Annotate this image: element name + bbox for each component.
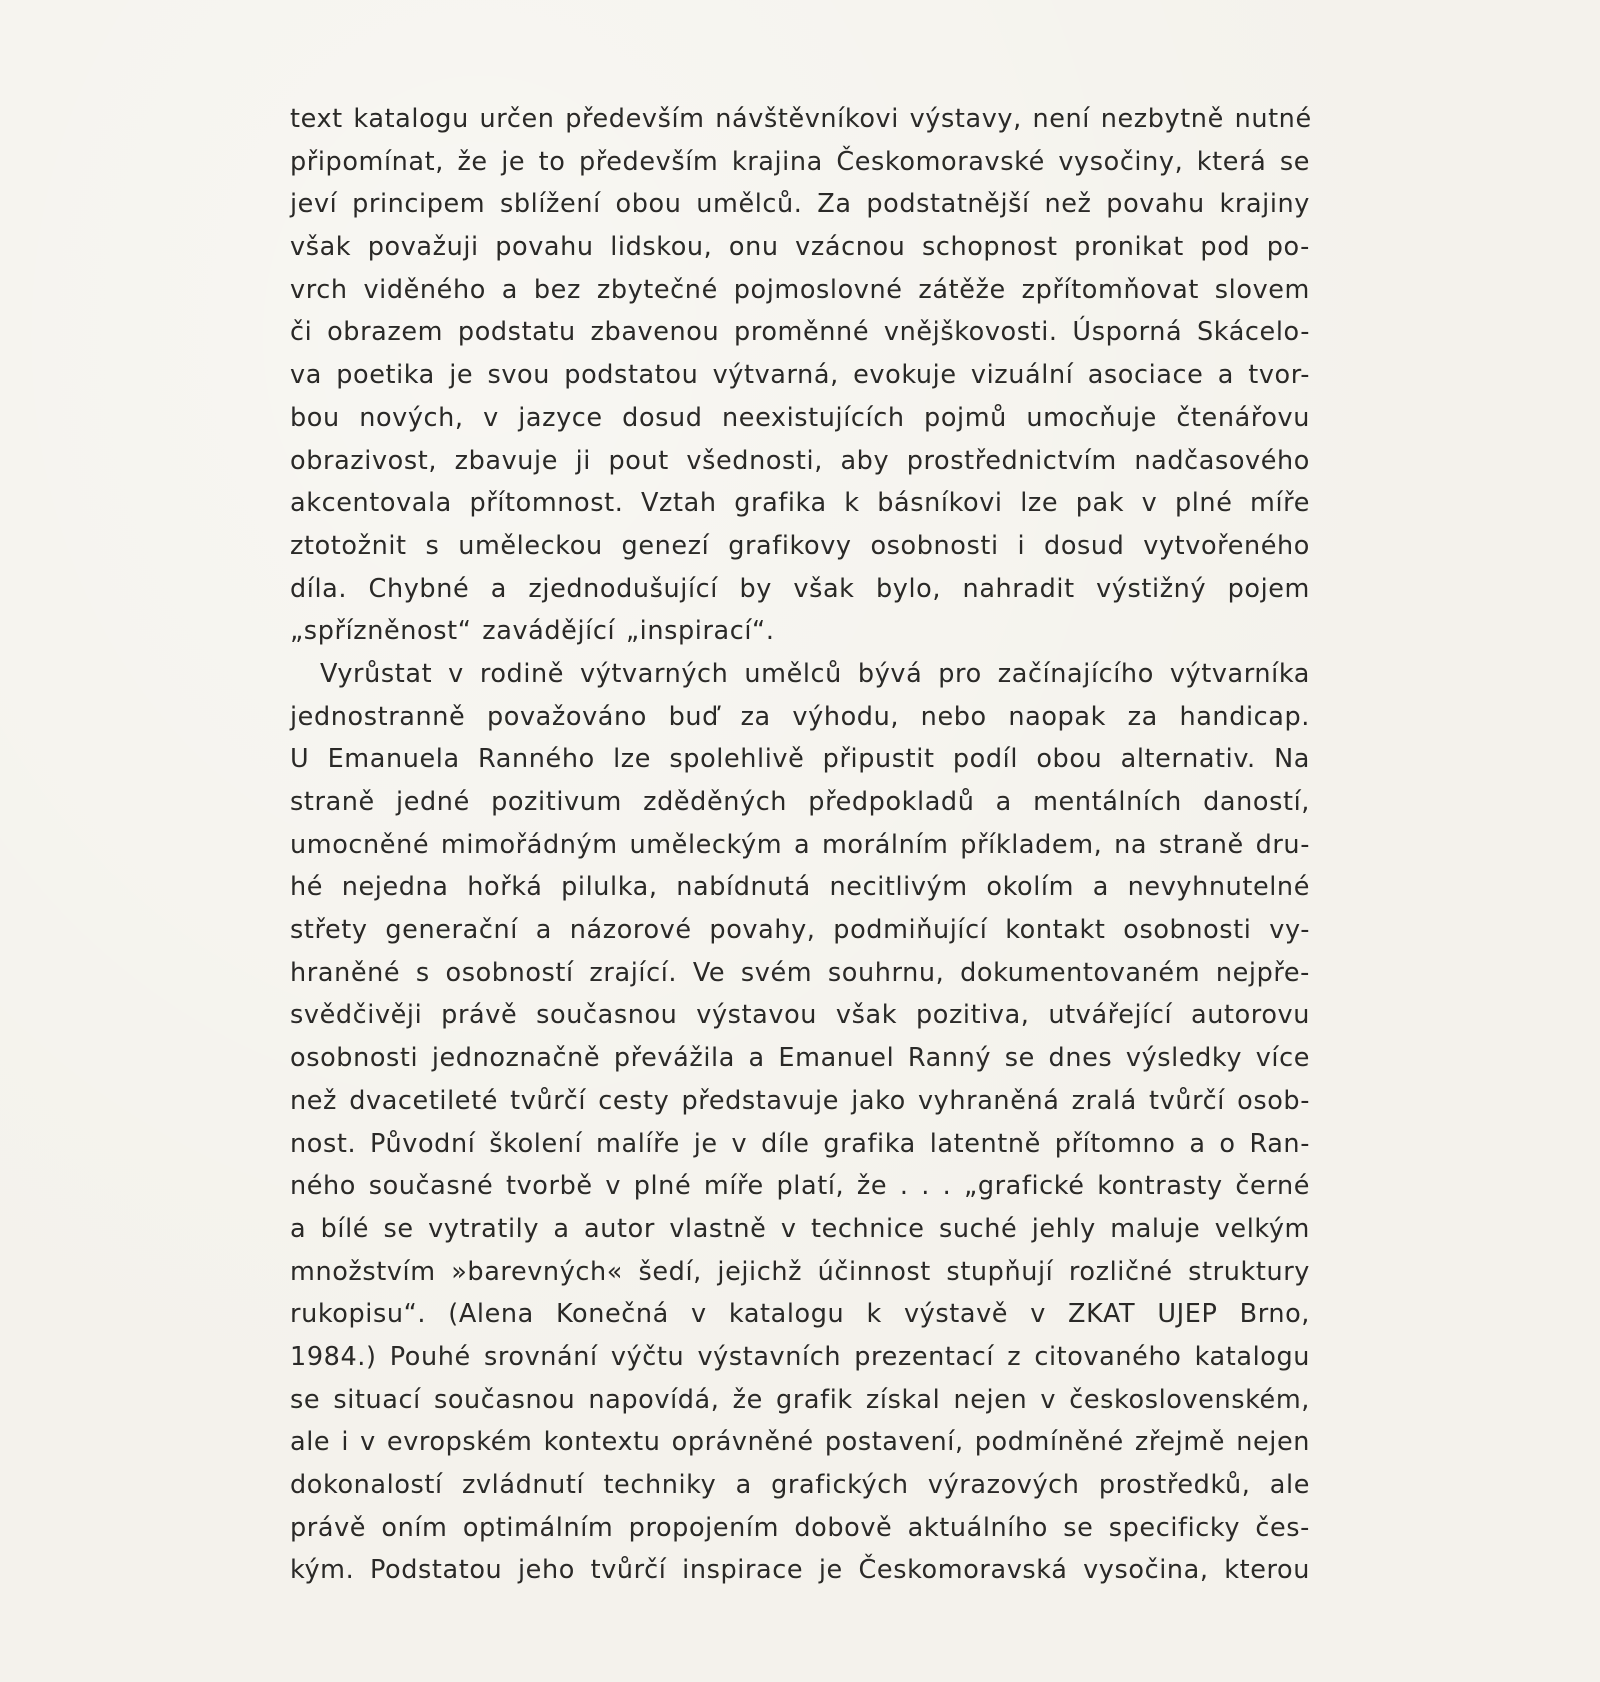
text-line: umocněné mimořádným uměleckým a morálním příkladem, na straně dru- bbox=[290, 829, 1310, 860]
text-line: svědčivěji právě současnou výstavou však pozitiva, utvářející autorovu bbox=[290, 1000, 1310, 1031]
text-line: ale i v evropském kontextu oprávněné postavení, podmíněné zřejmě nejen bbox=[290, 1427, 1310, 1458]
text-line: U Emanuela Ranného lze spolehlivě připustit podíl obou alternativ. Na bbox=[290, 744, 1310, 775]
paragraph bbox=[290, 653, 1310, 1592]
text-line: hé nejedna hořká pilulka, nabídnutá necitlivým okolím a nevyhnutelné bbox=[290, 872, 1310, 903]
text-line: text katalogu určen především návštěvníkovi výstavy, není nezbytně nutné bbox=[290, 104, 1312, 134]
text-line: však považuji povahu lidskou, onu vzácnou schopnost pronikat pod po- bbox=[290, 232, 1310, 263]
paragraph bbox=[290, 98, 1310, 653]
text-line: jeví principem sblížení obou umělců. Za podstatnější než povahu krajiny bbox=[290, 189, 1310, 220]
text-line: či obrazem podstatu zbavenou proměnné vnějškovosti. Úsporná Skácelo- bbox=[290, 317, 1310, 348]
text-line: vrch viděného a bez zbytečné pojmoslovné zátěže zpřítomňovat slovem bbox=[290, 274, 1310, 305]
text-line: obrazivost, zbavuje ji pout všednosti, aby prostřednictvím nadčasového bbox=[290, 445, 1310, 476]
text-line: kým. Podstatou jeho tvůrčí inspirace je Českomoravská vysočina, kterou bbox=[290, 1555, 1310, 1586]
text-line: straně jedné pozitivum zděděných předpokladů a mentálních daností, bbox=[290, 787, 1310, 817]
text-line: připomínat, že je to především krajina Českomoravské vysočiny, která se bbox=[290, 146, 1310, 177]
text-line: a bílé se vytratily a autor vlastně v technice suché jehly maluje velkým bbox=[290, 1213, 1310, 1244]
text-line: hraněné s osobností zrající. Ve svém souhrnu, dokumentovaném nejpře- bbox=[290, 957, 1310, 988]
text-line: díla. Chybné a zjednodušující by však bylo, nahradit výstižný pojem bbox=[290, 573, 1310, 604]
text-line: střety generační a názorové povahy, podmiňující kontakt osobnosti vy- bbox=[290, 915, 1310, 946]
text-line: bou nových, v jazyce dosud neexistujících pojmů umocňuje čtenářovu bbox=[290, 402, 1310, 433]
text-line: nost. Původní školení malíře je v díle grafika latentně přítomno a o Ran- bbox=[290, 1128, 1310, 1159]
text-line: 1984.) Pouhé srovnání výčtu výstavních prezentací z citovaného katalogu bbox=[290, 1341, 1310, 1372]
text-line: právě oním optimálním propojením dobově aktuálního se specificky čes- bbox=[290, 1512, 1310, 1543]
text-line: Vyrůstat v rodině výtvarných umělců bývá pro začínajícího výtvarníka bbox=[320, 658, 1310, 689]
text-line: se situací současnou napovídá, že grafik získal nejen v československém, bbox=[290, 1384, 1310, 1415]
text-line: dokonalostí zvládnutí techniky a grafických výrazových prostředků, ale bbox=[290, 1470, 1310, 1500]
text-line: osobnosti jednoznačně převážila a Emanuel Ranný se dnes výsledky více bbox=[290, 1043, 1310, 1074]
text-line: ztotožnit s uměleckou genezí grafikovy osobnosti i dosud vytvořeného bbox=[290, 530, 1310, 561]
text-line: va poetika je svou podstatou výtvarná, evokuje vizuální asociace a tvor- bbox=[290, 360, 1310, 391]
text-line: rukopisu“. (Alena Konečná v katalogu k výstavě v ZKAT UJEP Brno, bbox=[290, 1299, 1310, 1330]
text-line: akcentovala přítomnost. Vztah grafika k básníkovi lze pak v plné míře bbox=[290, 488, 1310, 519]
text-line: ného současné tvorbě v plné míře platí, že . . . „grafické kontrasty černé bbox=[290, 1171, 1310, 1202]
text-line: množstvím »barevných« šedí, jejichž účinnost stupňují rozličné struktury bbox=[290, 1256, 1310, 1287]
text-line: než dvacetileté tvůrčí cesty představuje jako vyhraněná zralá tvůrčí osob- bbox=[290, 1085, 1310, 1116]
body-text bbox=[290, 98, 1310, 1592]
text-line: jednostranně považováno buď za výhodu, nebo naopak za handicap. bbox=[290, 701, 1310, 732]
text-line: „spřízněnost“ zavádějící „inspirací“. bbox=[290, 616, 775, 647]
